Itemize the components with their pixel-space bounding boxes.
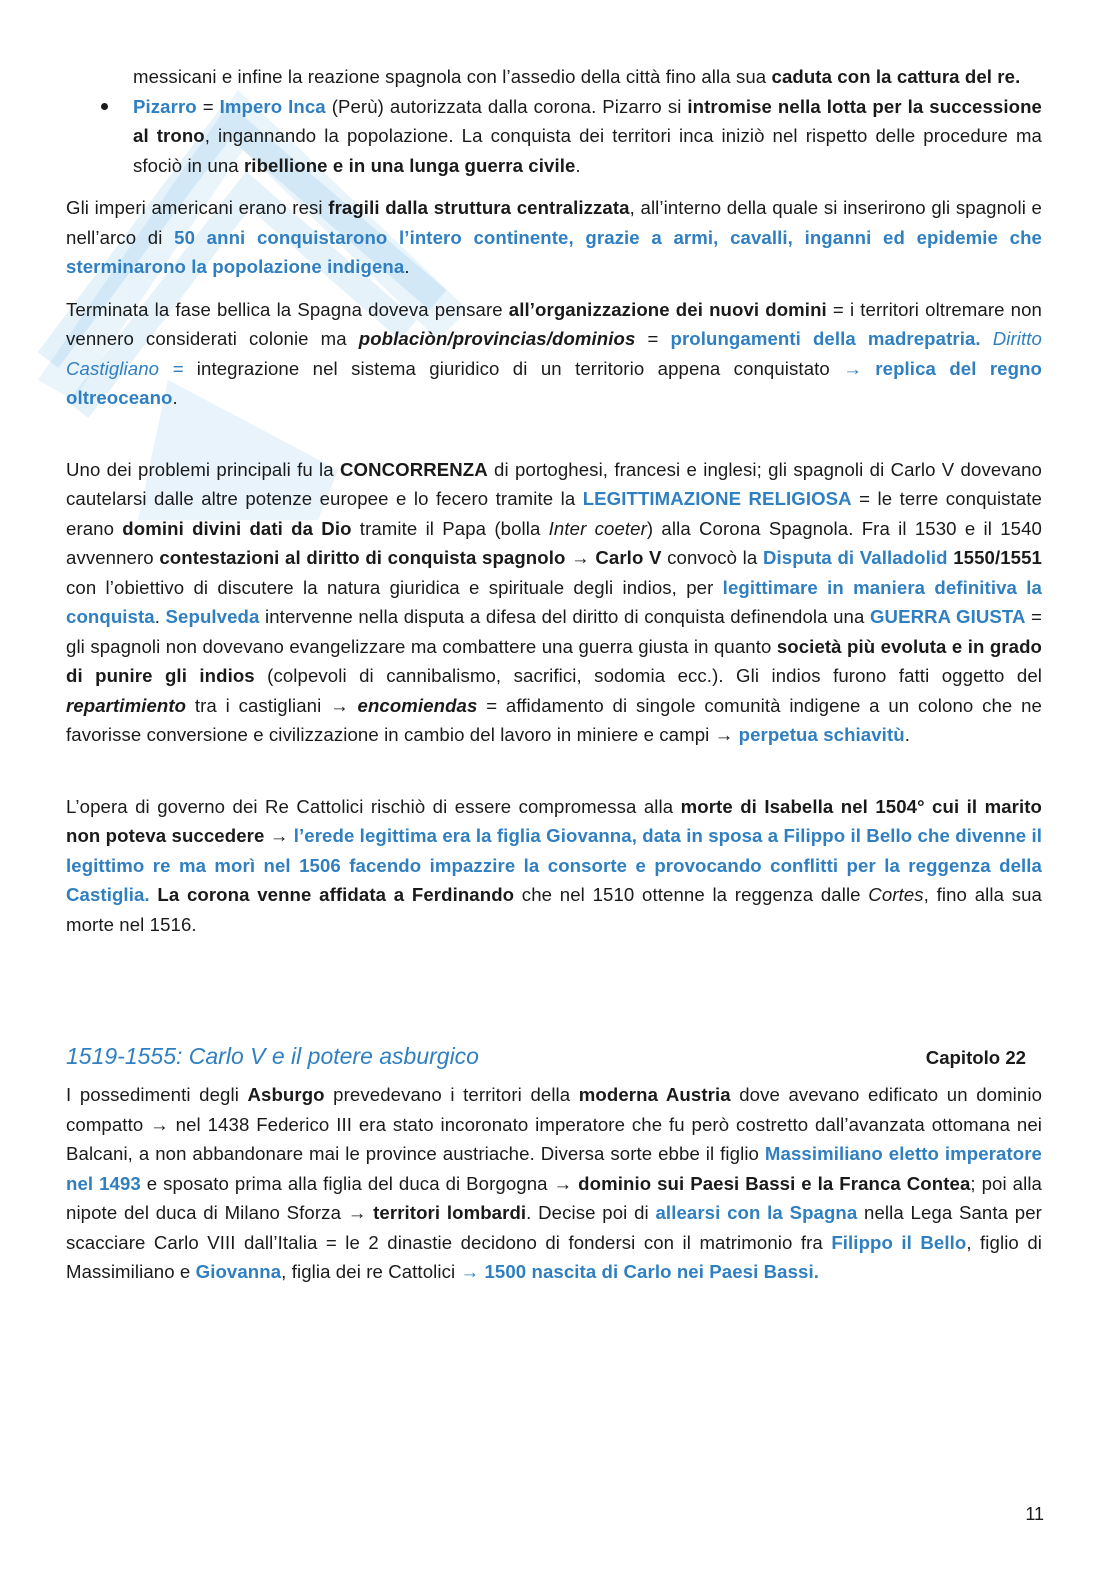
arrow-icon: →	[330, 694, 349, 716]
paragraph-concorrenza: Uno dei problemi principali fu la CONCORRENZA di portoghesi, francesi e inglesi; gli spagnoli di Carlo V dovevano cautelarsi dalle altre potenze europee e lo fecero tramite la LEGITTIMAZIONE RELIGIOSA = le terre conquistate erano domini divini dati da Dio tramite il Papa (bolla Inter coeter) alla Corona Spagnola. Fra il 1530 e il 1540 avvennero contestazioni al diritto di conquista spagnolo → Carlo V convocò la Disputa di Valladolid 1550/1551 con l’obiettivo di discutere la natura giuridica e spirituale degli indios, per legittimare in maniera definitiva la conquista. Sepulveda intervenne nella disputa a difesa del diritto di conquista definendola una GUERRA GIUSTA = gli spagnoli non dovevano evangelizzare ma combattere una guerra giusta in quanto società più evoluta e in grado di punire gli indios (colpevoli di cannibalismo, sacrifici, sodomia ecc.). Gli indios furono fatti oggetto del repartimiento tra i castigliani → encomiendas = affidamento di singole comunità indigene a un colono che ne favorisse conversione e civilizzazione in cambio del lavoro in miniere e campi → perpetua schiavitù.	[66, 458, 1042, 745]
paragraph-re-cattolici: L’opera di governo dei Re Cattolici rischiò di essere compromessa alla morte di Isabella nel 1504° cui il marito non poteva succedere → l’erede legittima era la figlia Giovanna, data in sposa a Filippo il Bello che divenne il legittimo re ma morì nel 1506 facendo impazzire la consorte e provocando conflitti per la reggenza della Castiglia. La corona venne affidata a Ferdinando che nel 1510 ottenne la reggenza dalle Cortes, fino alla sua morte nel 1516.	[66, 795, 1042, 935]
bullet-list	[66, 92, 1042, 181]
bullet-item-pizarro: Pizarro = Impero Inca (Perù) autorizzata dalla corona. Pizarro si intromise nella lotta per la successione al trono, ingannando la popolazione. La conquista dei territori inca iniziò nel rispetto delle procedure ma sfociò in una ribellione e in una lunga guerra civile.	[66, 92, 1042, 181]
arrow-icon: →	[347, 1202, 367, 1223]
paragraph-organizzazione: Terminata la fase bellica la Spagna doveva pensare all’organizzazione dei nuovi domini = i territori oltremare non vennero considerati colonie ma poblaciòn/provincias/dominios = prolungamenti della madrepatria. Diritto Castigliano = integrazione nel sistema giuridico di un territorio appena conquistato → replica del regno oltreoceano.	[66, 298, 1042, 408]
arrow-icon: →	[565, 547, 596, 568]
section-heading	[66, 1043, 1042, 1070]
arrow-icon: →	[714, 724, 734, 745]
arrow-icon: →	[843, 357, 862, 379]
chapter-label: Capitolo 22	[925, 1047, 1026, 1068]
document-body	[66, 62, 1042, 1287]
bullet-dot	[101, 103, 108, 110]
arrow-icon: →	[460, 1261, 480, 1282]
paragraph-cortes-continued: messicani e infine la reazione spagnola con l’assedio della città fino alla sua caduta con la cattura del re.	[133, 66, 1021, 87]
paragraph-asburgo: I possedimenti degli Asburgo prevedevano i territori della moderna Austria dove avevano edificato un dominio compatto → nel 1438 Federico III era stato incoronato imperatore che fu però costretto dall’avanzata ottomana nei Balcani, a non abbandonare mai le province austriache. Diversa sorte ebbe il figlio Massimiliano eletto imperatore nel 1493 e sposato prima alla figlia del duca di Borgogna → dominio sui Paesi Bassi e la Franca Contea; poi alla nipote del duca di Milano Sforza → territori lombardi. Decise poi di allearsi con la Spagna nella Lega Santa per scacciare Carlo VIII dall’Italia = le 2 dinastie decidono di fondersi con il matrimonio fra Filippo il Bello, figlio di Massimiliano e Giovanna, figlia dei re Cattolici → 1500 nascita di Carlo nei Paesi Bassi.	[66, 1084, 1043, 1282]
arrow-icon: →	[264, 825, 294, 846]
arrow-icon: →	[553, 1172, 573, 1194]
section-title: 1519-1555: Carlo V e il potere asburgico	[66, 1043, 479, 1069]
page-number: 11	[1025, 1504, 1044, 1524]
paragraph-imperi: Gli imperi americani erano resi fragili dalla struttura centralizzata, all’interno della quale si inserirono gli spagnoli e nell’arco di 50 anni conquistarono l’intero continente, grazie a armi, cavalli, inganni ed epidemie che sterminarono la popolazione indigena.	[66, 197, 1043, 277]
arrow-icon: →	[150, 1113, 169, 1135]
